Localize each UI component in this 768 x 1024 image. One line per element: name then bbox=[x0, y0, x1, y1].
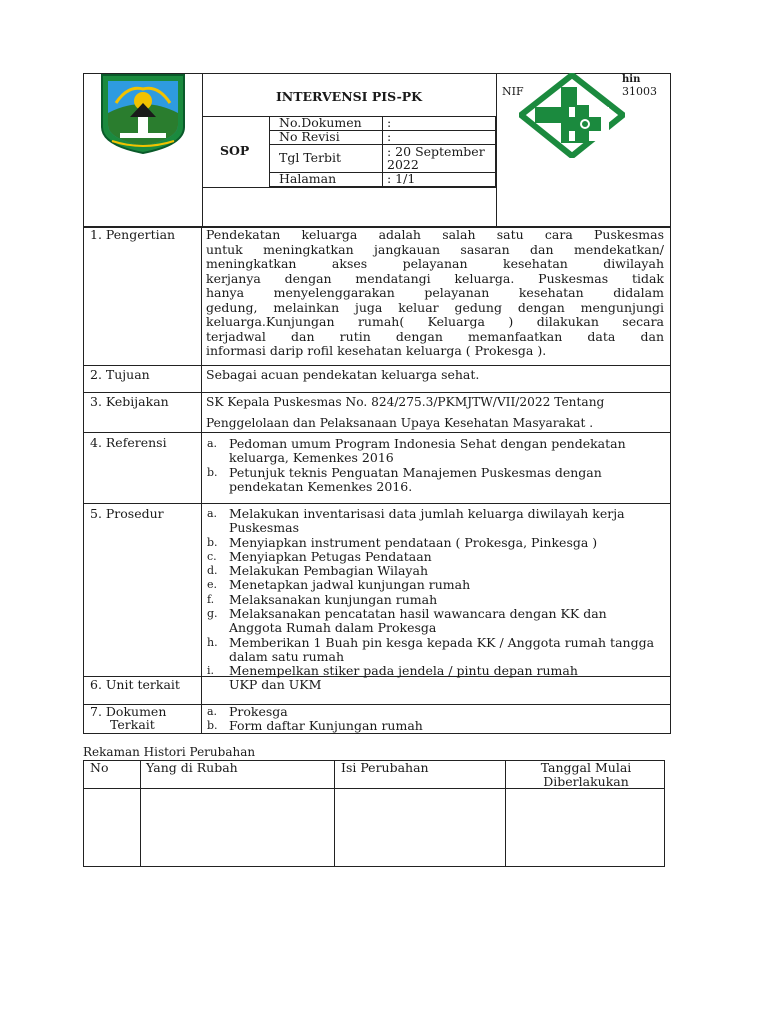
pengertian-line: gedung, melainkan juga keluar gedung dengan mengunjungi bbox=[206, 299, 664, 315]
list-marker: a. bbox=[207, 437, 218, 450]
row-rule-1 bbox=[83, 365, 671, 366]
signature-nip-value: 31003 bbox=[622, 85, 657, 98]
meta-label-halaman: Halaman bbox=[279, 171, 337, 186]
list-text: Melakukan Pembagian Wilayah bbox=[229, 563, 428, 579]
section-label-dokumen: 7. Dokumen bbox=[90, 704, 167, 719]
list-marker: b. bbox=[207, 535, 218, 549]
list-marker: f. bbox=[207, 592, 215, 606]
list-item bbox=[207, 437, 627, 466]
list-marker: c. bbox=[207, 549, 217, 563]
signature-nip-label: NIF bbox=[502, 85, 524, 98]
list-marker: h. bbox=[207, 635, 218, 649]
history-col-rule-1 bbox=[140, 760, 141, 867]
puskesmas-logo bbox=[519, 73, 625, 158]
row-rule-2 bbox=[83, 392, 671, 393]
sop-label: SOP bbox=[220, 143, 250, 158]
section-label-unit-terkait: 6. Unit terkait bbox=[90, 677, 180, 692]
unit-terkait-text: UKP dan UKM bbox=[229, 677, 322, 692]
main-table-divider bbox=[201, 227, 202, 734]
meta-label-no-revisi: No Revisi bbox=[279, 129, 340, 144]
list-marker: e. bbox=[207, 578, 218, 592]
list-text: Prokesga bbox=[229, 704, 288, 719]
regional-logo bbox=[98, 73, 188, 155]
signature-name-fragment: hin bbox=[622, 74, 641, 85]
list-text: Menyiapkan instrument pendataan ( Prokesga, Pinkesga ) bbox=[229, 534, 598, 550]
list-text: Melaksanakan pencatatan hasil wawancara dengan KK dan Anggota Rumah dalam Prokesga bbox=[229, 606, 607, 636]
section-label-kebijakan: 3. Kebijakan bbox=[90, 394, 169, 409]
pengertian-line: meningkatkan akses pelayanan kesehatan diwilayah bbox=[206, 256, 664, 271]
list-item bbox=[207, 578, 662, 592]
pengertian-text bbox=[206, 228, 664, 359]
list-marker: g. bbox=[207, 607, 218, 621]
document-title: INTERVENSI PIS-PK bbox=[275, 89, 423, 104]
list-item bbox=[207, 536, 662, 550]
list-marker: a. bbox=[207, 507, 218, 520]
list-marker: b. bbox=[207, 465, 218, 479]
meta-grid-divider bbox=[382, 116, 383, 187]
history-header-tanggal: Tanggal Mulai Diberlakukan bbox=[540, 760, 632, 789]
list-item bbox=[207, 705, 627, 719]
list-text: Melaksanakan kunjungan rumah bbox=[229, 591, 438, 607]
list-text: Menetapkan jadwal kunjungan rumah bbox=[229, 577, 471, 593]
history-caption: Rekaman Histori Perubahan bbox=[83, 745, 256, 759]
section-label-referensi: 4. Referensi bbox=[90, 435, 167, 450]
meta-value-halaman: : 1/1 bbox=[387, 171, 416, 186]
section-label-tujuan: 2. Tujuan bbox=[90, 367, 150, 382]
list-text: Form daftar Kunjungan rumah bbox=[229, 718, 423, 734]
list-item bbox=[207, 593, 662, 607]
list-marker: d. bbox=[207, 564, 218, 578]
list-item bbox=[207, 636, 662, 665]
history-header-isi-perubahan: Isi Perubahan bbox=[341, 760, 429, 775]
pengertian-line: terjadwal dan rutin dengan memanfaatkan data dan bbox=[206, 328, 664, 344]
meta-value-tgl-terbit: : 20 September 2022 bbox=[387, 144, 485, 172]
kebijakan-text-line2: Penggelolaan dan Pelaksanaan Upaya Kesehatan Masyarakat . bbox=[206, 416, 594, 430]
pengertian-line: Pendekatan keluarga adalah salah satu cara Puskesmas bbox=[206, 227, 664, 242]
list-marker: i. bbox=[207, 664, 215, 678]
meta-label-no-dokumen: No.Dokumen bbox=[279, 115, 362, 130]
list-item bbox=[207, 607, 662, 636]
header-sop-rule bbox=[202, 187, 496, 188]
meta-label-tgl-terbit: Tgl Terbit bbox=[279, 150, 342, 165]
kebijakan-text-line1: SK Kepala Puskesmas No. 824/275.3/PKMJTW/VII/2022 Tentang bbox=[206, 395, 605, 409]
dokumen-list bbox=[207, 705, 627, 734]
pengertian-line: untuk meningkatkan jangkauan sasaran dan mendekatkan/ bbox=[206, 241, 664, 257]
section-label-pengertian: 1. Pengertian bbox=[90, 227, 176, 242]
pengertian-line: hanya menyelenggarakan pelayanan kesehatan didalam bbox=[206, 285, 664, 300]
list-marker: a. bbox=[207, 705, 218, 718]
list-item bbox=[207, 564, 662, 578]
list-item bbox=[207, 507, 662, 536]
list-text: Menempelkan stiker pada jendela / pintu depan rumah bbox=[229, 663, 578, 679]
list-item bbox=[207, 466, 627, 495]
list-item bbox=[207, 550, 662, 564]
pengertian-line: informasi darip rofil kesehatan keluarga ( Prokesga ). bbox=[206, 343, 547, 358]
referensi-list bbox=[207, 437, 627, 494]
meta-value-no-dokumen: : bbox=[387, 115, 392, 130]
history-col-rule-2 bbox=[334, 760, 335, 867]
list-text: Menyiapkan Petugas Pendataan bbox=[229, 548, 432, 564]
list-item bbox=[207, 719, 627, 733]
list-text: Petunjuk teknis Penguatan Manajemen Puskesmas dengan pendekatan Kemenkes 2016. bbox=[229, 464, 602, 494]
history-header-yang-di-rubah: Yang di Rubah bbox=[146, 760, 238, 775]
row-rule-3 bbox=[83, 432, 671, 433]
pengertian-line: keluarga.Kunjungan rumah( Keluarga ) dilakukan secara bbox=[206, 314, 664, 329]
list-text: Memberikan 1 Buah pin kesga kepada KK / Anggota rumah tangga dalam satu rumah bbox=[229, 634, 655, 664]
list-text: Melakukan inventarisasi data jumlah keluarga diwilayah kerja Puskesmas bbox=[229, 506, 625, 536]
history-col-rule-3 bbox=[505, 760, 506, 867]
list-marker: b. bbox=[207, 719, 218, 733]
prosedur-list bbox=[207, 507, 662, 679]
section-label-prosedur: 5. Prosedur bbox=[90, 506, 164, 521]
row-rule-4 bbox=[83, 503, 671, 504]
header-divider-right bbox=[496, 73, 497, 227]
history-header-no: No bbox=[90, 760, 109, 775]
pengertian-line: kerjanya dengan mendatangi keluarga. Puskesmas tidak bbox=[206, 270, 664, 286]
section-label-terkait: Terkait bbox=[110, 717, 155, 732]
meta-value-no-revisi: : bbox=[387, 129, 392, 144]
list-text: Pedoman umum Program Indonesia Sehat dengan pendekatan keluarga, Kemenkes 2016 bbox=[229, 436, 626, 466]
tujuan-text: Sebagai acuan pendekatan keluarga sehat. bbox=[206, 367, 480, 382]
